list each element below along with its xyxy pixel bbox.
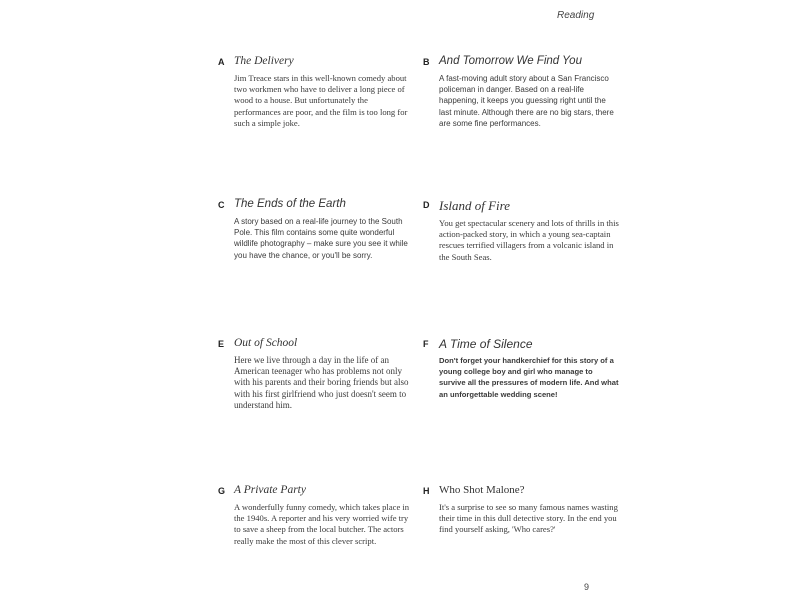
film-description: Here we live through a day in the life of an American teenager who has problems not only with his parents and their boring friends but also with his first girlfriend who just doesn't seem to understand him.: [234, 355, 409, 410]
film-description: A fast-moving adult story about a San Francisco policeman in danger. Based on a real-life happening, it keeps you guessing right until the last minute. Although there are no big stars, there are some fine performances.: [439, 74, 614, 128]
film-description: You get spectacular scenery and lots of thrills in this action-packed story, in which a young sea-captain rescues terrified villagers from a volcanic island in the South Seas.: [439, 218, 619, 262]
film-title: Who Shot Malone?: [439, 484, 525, 496]
section-header: Reading: [557, 10, 595, 21]
film-title: A Private Party: [234, 484, 306, 496]
film-title: The Ends of the Earth: [234, 198, 346, 210]
page-number: 9: [584, 582, 590, 592]
item-letter: A: [218, 57, 225, 67]
film-title: The Delivery: [234, 55, 294, 67]
film-title: And Tomorrow We Find You: [439, 55, 582, 67]
film-title: Out of School: [234, 337, 298, 349]
film-title: A Time of Silence: [439, 337, 533, 351]
item-letter: G: [218, 486, 226, 496]
film-description: A wonderfully funny comedy, which takes place in the 1940s. A reporter and his very worried wife try to save a sheep from the local butcher. The actors really make the most of this clever script.: [234, 502, 410, 546]
item-letter: D: [423, 200, 430, 210]
item-letter: B: [423, 57, 430, 67]
film-description: Jim Treace stars in this well-known comedy about two workmen who have to deliver a long piece of wood to a house. But unfortunately the performances are poor, and the film is too long for such a simple joke.: [234, 73, 408, 128]
film-description: It's a surprise to see so many famous names wasting their time in this dull detective story. In the end you find yourself asking, 'Who cares?': [439, 502, 618, 535]
item-letter: H: [423, 486, 430, 496]
film-title: Island of Fire: [439, 198, 511, 213]
film-description: Don't forget your handkerchief for this story of a young college boy and girl who manage to survive all the pressures of modern life. And what an unforgettable wedding scene!: [439, 356, 619, 399]
film-description: A story based on a real-life journey to the South Pole. This film contains some quite wonderful wildlife photography – make sure you see it while you have the chance, or you'll be sorry.: [234, 217, 408, 260]
item-letter: E: [218, 339, 225, 349]
item-letter: F: [423, 339, 429, 349]
item-letter: C: [218, 200, 225, 210]
